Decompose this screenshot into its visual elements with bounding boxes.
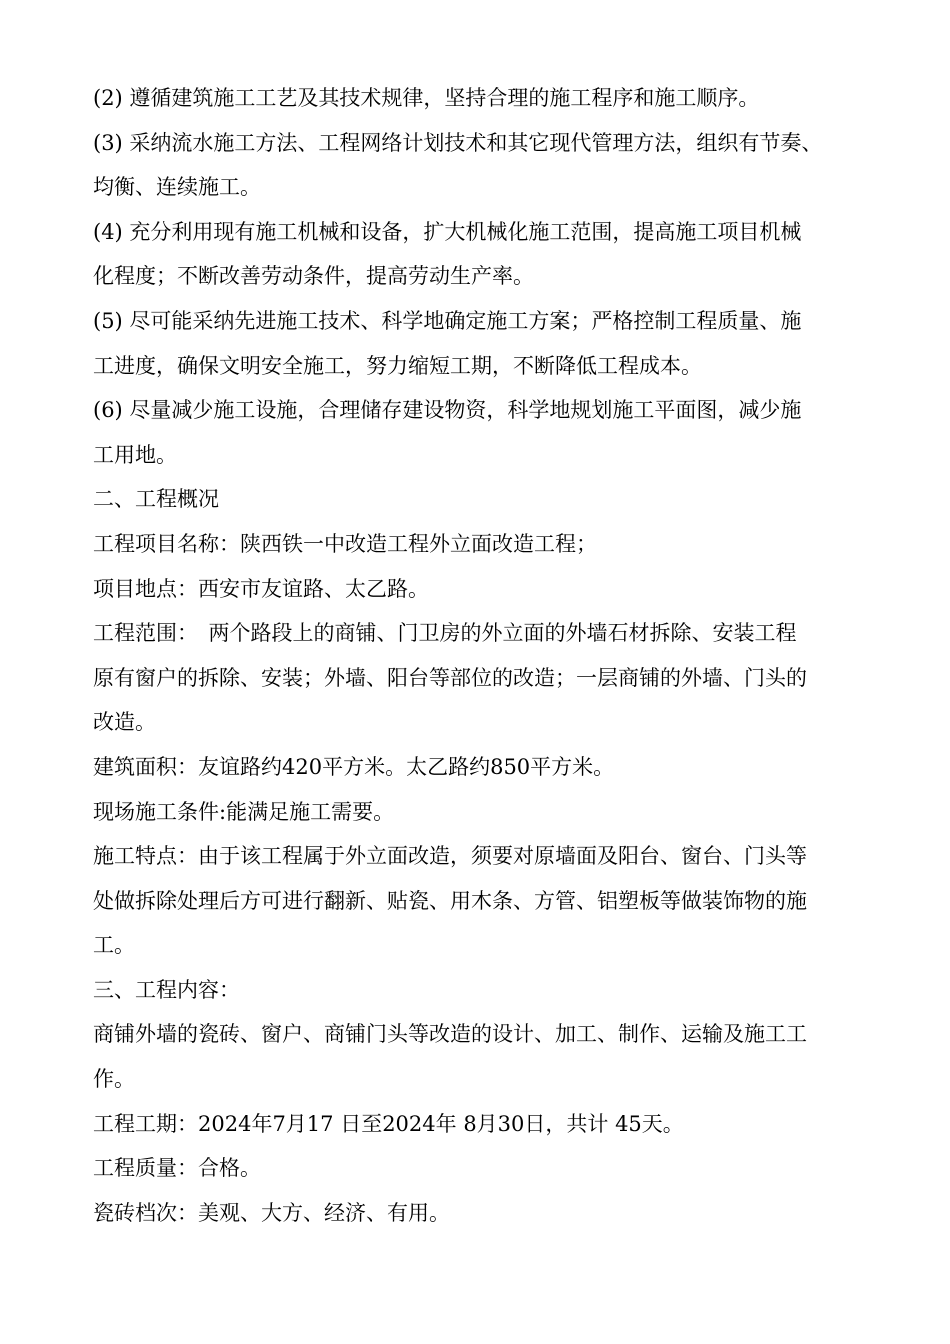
text-line: 处做拆除处理后方可进行翻新、贴瓷、用木条、方管、铝塑板等做装饰物的施	[93, 888, 807, 913]
text-line: (3) 采纳流水施工方法、工程网络计划技术和其它现代管理方法，组织有节奏、	[93, 130, 823, 155]
text-line: 建筑面积：友谊路约420平方米。太乙路约850平方米。	[93, 754, 615, 779]
text-line: 均衡、连续施工。	[93, 175, 261, 200]
text-line: 化程度；不断改善劳动条件，提高劳动生产率。	[93, 264, 534, 289]
text-line: 作。	[93, 1067, 135, 1092]
text-line: 工程范围： 两个路段上的商铺、门卫房的外立面的外墙石材拆除、安装工程	[93, 621, 797, 646]
text-line: 原有窗户的拆除、安装；外墙、阳台等部位的改造；一层商铺的外墙、门头的	[93, 665, 807, 690]
text-line: 工。	[93, 933, 135, 958]
document-body	[93, 76, 873, 1235]
text-line: 工进度，确保文明安全施工，努力缩短工期，不断降低工程成本。	[93, 353, 702, 378]
text-line: 商铺外墙的瓷砖、窗户、商铺门头等改造的设计、加工、制作、运输及施工工	[93, 1022, 807, 1047]
text-line: (6) 尽量减少施工设施，合理储存建设物资，科学地规划施工平面图，减少施	[93, 398, 802, 423]
text-line: 工程工期：2024年7月17 日至2024年 8月30日，共计 45天。	[93, 1111, 684, 1136]
text-line: 改造。	[93, 710, 156, 735]
text-line: 项目地点：西安市友谊路、太乙路。	[93, 576, 429, 601]
text-line: 工程项目名称：陕西铁一中改造工程外立面改造工程；	[93, 531, 597, 556]
text-line: 工用地。	[93, 442, 177, 467]
text-line: 工程质量：合格。	[93, 1156, 261, 1181]
text-line: 施工特点：由于该工程属于外立面改造，须要对原墙面及阳台、窗台、门头等	[93, 844, 807, 869]
text-line: 瓷砖档次：美观、大方、经济、有用。	[93, 1200, 450, 1225]
text-line: (2) 遵循建筑施工工艺及其技术规律，坚持合理的施工程序和施工顺序。	[93, 86, 760, 110]
text-line: (5) 尽可能采纳先进施工技术、科学地确定施工方案；严格控制工程质量、施	[93, 308, 802, 333]
section-heading: 二、工程概况	[93, 487, 219, 512]
text-line: 现场施工条件:能满足施工需要。	[93, 799, 395, 824]
section-heading: 三、工程内容：	[93, 977, 240, 1002]
text-line: (4) 充分利用现有施工机械和设备，扩大机械化施工范围，提高施工项目机械	[93, 219, 802, 244]
